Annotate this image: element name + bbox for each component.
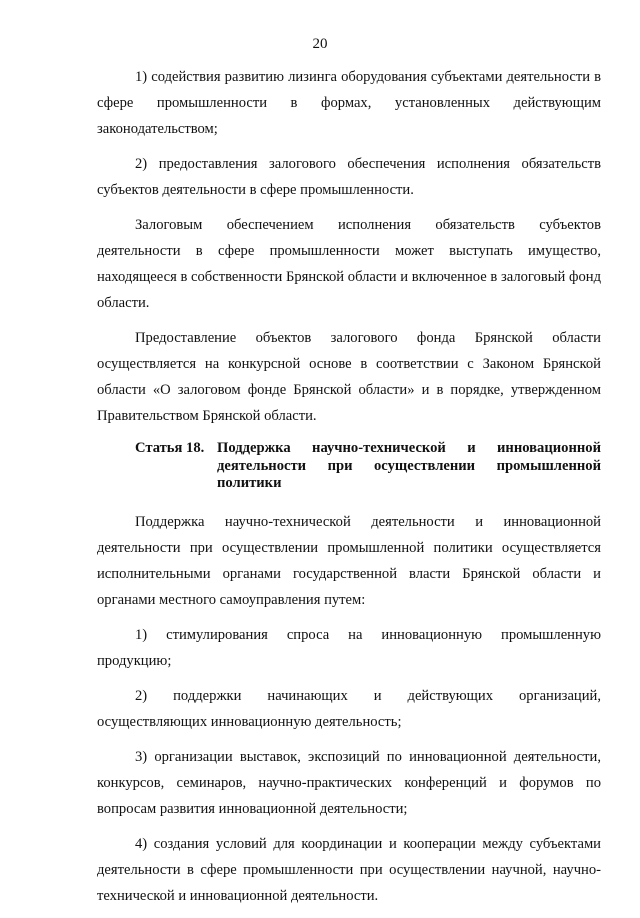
article-heading [97,440,601,493]
list-item-coordination: 4) создания условий для координации и кооперации между субъектами деятельности в сфере промышленности при осуществлении научной, научно-технической и инновационной деятельности. [97,835,601,904]
page-number: 20 [312,36,328,52]
document-body [97,64,601,918]
list-item-exhibitions: 3) организации выставок, экспозиций по инновационной деятельности, конкурсов, семинаров, научно-практических конференций и форумов по вопросам развития инновационной деятельности; [97,748,601,817]
article-title: Поддержка научно-технической и инновационной деятельности при осуществлении промышленной политики [217,440,601,491]
paragraph-collateral-fund: Предоставление объектов залогового фонда Брянской области осуществляется на конкурсной основе в соответствии с Законом Брянской области «О залоговом фонде Брянской области» и в порядке, утвержденном Правительством Брянской области. [97,330,601,424]
paragraph-support-intro: Поддержка научно-технической деятельности и инновационной деятельности при осуществлении промышленной политики осуществляется исполнительными органами государственной власти Брянской области и органами местного самоуправления путем: [97,513,601,608]
paragraph-collateral: 2) предоставления залогового обеспечения исполнения обязательств субъектов деятельности в сфере промышленности. [97,156,601,198]
list-item-demand: 1) стимулирования спроса на инновационную промышленную продукцию; [97,626,601,669]
article-number: Статья 18. [135,440,205,456]
paragraph-leasing: 1) содействия развитию лизинга оборудования субъектами деятельности в сфере промышленности в формах, установленных действующим законодательством; [97,69,601,137]
list-item-organizations: 2) поддержки начинающих и действующих организаций, осуществляющих инновационную деятельность; [97,687,601,730]
paragraph-collateral-property: Залоговым обеспечением исполнения обязательств субъектов деятельности в сфере промышленности может выступать имущество, находящееся в собственности Брянской области и включенное в залоговый фонд области. [97,217,601,311]
